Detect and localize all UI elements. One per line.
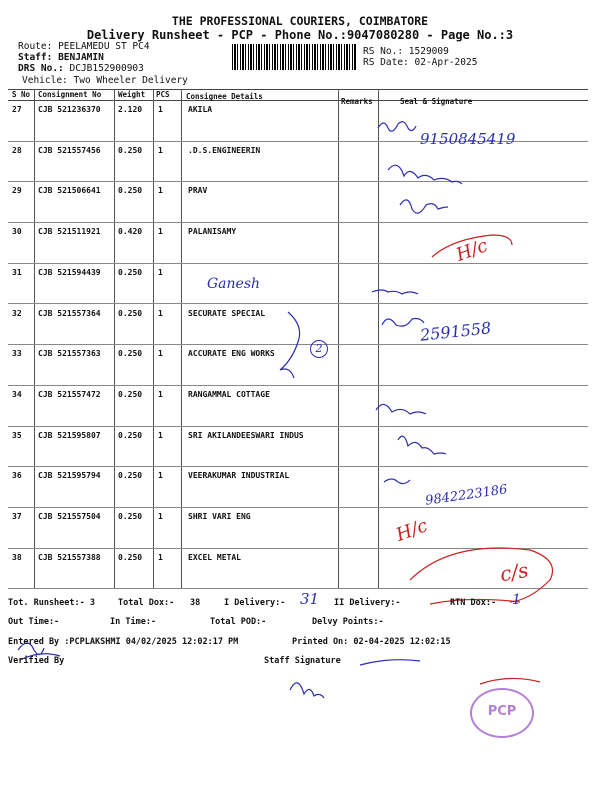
cell-consignee: RANGAMMAL COTTAGE: [188, 389, 270, 399]
cell-consignment: CJB 521557504: [38, 512, 101, 521]
cell-weight: 0.250: [118, 308, 143, 318]
cell-pcs: 1: [158, 389, 163, 399]
col-sno: S No: [12, 90, 31, 99]
cell-pcs: 1: [158, 512, 163, 521]
table-row: [8, 345, 588, 386]
handwritten-phone-27: 9150845419: [420, 130, 516, 148]
cell-consignee: SHRI VARI ENG: [188, 512, 251, 521]
delvy-points: Delvy Points:-: [312, 617, 384, 627]
table-row: [8, 223, 588, 264]
cell-weight: 0.250: [118, 512, 143, 521]
cell-sno: 31: [12, 267, 22, 277]
col-weight: Weight: [118, 90, 146, 99]
table-row: [8, 305, 588, 346]
cell-weight: 0.250: [118, 389, 143, 399]
stamp-text: PCP: [487, 704, 517, 719]
cell-pcs: 1: [158, 552, 163, 562]
cell-weight: 0.250: [118, 267, 143, 277]
handwritten-circled-2: 2: [310, 340, 328, 358]
total-pod: Total POD:-: [210, 617, 267, 627]
cell-pcs: 1: [158, 186, 163, 196]
cell-sno: 28: [12, 145, 22, 155]
entered-by: Entered By :PCPLAKSHMI 04/02/2025 12:02:17 PM: [8, 637, 239, 647]
handwritten-hc-2: H/c: [393, 515, 431, 546]
cell-weight: 0.420: [118, 227, 143, 237]
rs-no: RS No.: 1529009: [363, 46, 449, 57]
cell-sno: 36: [12, 471, 22, 481]
cell-consignment: CJB 521557388: [38, 552, 101, 562]
rs-date: RS Date: 02-Apr-2025: [363, 57, 478, 68]
table-row: [8, 386, 588, 427]
rtn-dox-value: 1: [512, 592, 521, 608]
cell-pcs: 1: [158, 430, 163, 440]
cell-pcs: 1: [158, 349, 163, 359]
cell-consignee: AKILA: [188, 105, 213, 114]
cell-pcs: 1: [158, 227, 163, 237]
col-pcs: PCS: [156, 90, 170, 99]
cell-consignment: CJB 521594439: [38, 267, 101, 277]
col-seal: Seal & Signature: [400, 97, 473, 106]
barcode: [232, 44, 356, 70]
cell-sno: 29: [12, 186, 22, 196]
cell-pcs: 1: [158, 308, 163, 318]
cell-pcs: 1: [158, 105, 163, 114]
cell-weight: 2.120: [118, 105, 143, 114]
cell-sno: 34: [12, 389, 22, 399]
cell-consignment: CJB 521506641: [38, 186, 101, 196]
tot-runsheet: Tot. Runsheet:- 3: [8, 598, 95, 608]
i-delivery-label: I Delivery:-: [224, 598, 286, 608]
runsheet-title: Delivery Runsheet - PCP - Phone No.:9047080280 - Page No.:3: [86, 28, 514, 42]
cell-weight: 0.250: [118, 430, 143, 440]
cell-weight: 0.250: [118, 349, 143, 359]
vehicle-line: Vehicle: Two Wheeler Delivery: [22, 75, 188, 86]
cell-sno: 32: [12, 308, 22, 318]
company-stamp: [470, 688, 534, 738]
route-line: Route: PEELAMEDU ST PC4: [18, 41, 150, 52]
in-time: In Time:-: [110, 617, 157, 627]
cell-weight: 0.250: [118, 552, 143, 562]
cell-consignment: CJB 521557456: [38, 145, 101, 155]
cell-consignment: CJB 521557363: [38, 349, 101, 359]
cell-weight: 0.250: [118, 145, 143, 155]
cell-consignee: SECURATE SPECIAL: [188, 308, 266, 318]
handwritten-hc-1: H/c: [453, 235, 491, 266]
cell-pcs: 1: [158, 267, 163, 277]
cell-sno: 33: [12, 349, 22, 359]
cell-consignment: CJB 521595794: [38, 471, 101, 481]
verified-by: Verified By: [8, 656, 65, 666]
company-name: THE PROFESSIONAL COURIERS, COIMBATORE: [171, 14, 429, 28]
cell-consignee: .D.S.ENGINEERIN: [188, 145, 261, 155]
cell-consignment: CJB 521511921: [38, 227, 101, 237]
cell-consignment: CJB 521557364: [38, 308, 101, 318]
handwritten-consignee: Ganesh: [207, 276, 261, 292]
col-consignment: Consignment No: [38, 90, 102, 99]
table-row: [8, 182, 588, 223]
cell-consignee: PALANISAMY: [188, 227, 237, 237]
cell-consignment: CJB 521595807: [38, 430, 101, 440]
cell-sno: 38: [12, 552, 22, 562]
cell-sno: 30: [12, 227, 22, 237]
table-row: [8, 508, 588, 549]
cell-sno: 27: [12, 105, 22, 114]
cell-weight: 0.250: [118, 471, 143, 481]
handwritten-cs: c/s: [498, 557, 531, 587]
drs-line: DRS No.: DCJB152900903: [18, 63, 144, 74]
ii-delivery-label: II Delivery:-: [334, 598, 401, 608]
cell-sno: 35: [12, 430, 22, 440]
printed-on: Printed On: 02-04-2025 12:02:15: [292, 637, 451, 647]
table-row: [8, 264, 588, 305]
total-dox-label: Total Dox:-: [118, 598, 175, 608]
col-consignee: Consignee Details: [186, 92, 263, 101]
staff-line: Staff: BENJAMIN: [18, 52, 104, 63]
i-delivery-value: 31: [300, 590, 320, 608]
cell-consignee: SRI AKILANDEESWARI INDUS: [188, 430, 304, 440]
runsheet-table: [8, 89, 588, 589]
cell-consignee: PRAV: [188, 186, 208, 196]
staff-signature: Staff Signature: [264, 656, 341, 666]
col-remarks: Remarks: [341, 97, 373, 106]
rtn-dox-label: RTN Dox:-: [450, 598, 497, 608]
cell-sno: 37: [12, 512, 22, 521]
cell-consignee: ACCURATE ENG WORKS: [188, 349, 275, 359]
cell-consignment: CJB 521557472: [38, 389, 101, 399]
handwritten-number-32: 2591558: [419, 318, 493, 345]
cell-weight: 0.250: [118, 186, 143, 196]
cell-consignee: VEERAKUMAR INDUSTRIAL: [188, 471, 290, 481]
out-time: Out Time:-: [8, 617, 60, 627]
handwritten-phone-36: 9842223186: [424, 482, 509, 509]
cell-consignee: EXCEL METAL: [188, 552, 241, 562]
table-row: [8, 427, 588, 468]
cell-consignment: CJB 521236370: [38, 105, 101, 114]
total-dox-value: 38: [190, 598, 201, 608]
cell-pcs: 1: [158, 145, 163, 155]
cell-pcs: 1: [158, 471, 163, 481]
